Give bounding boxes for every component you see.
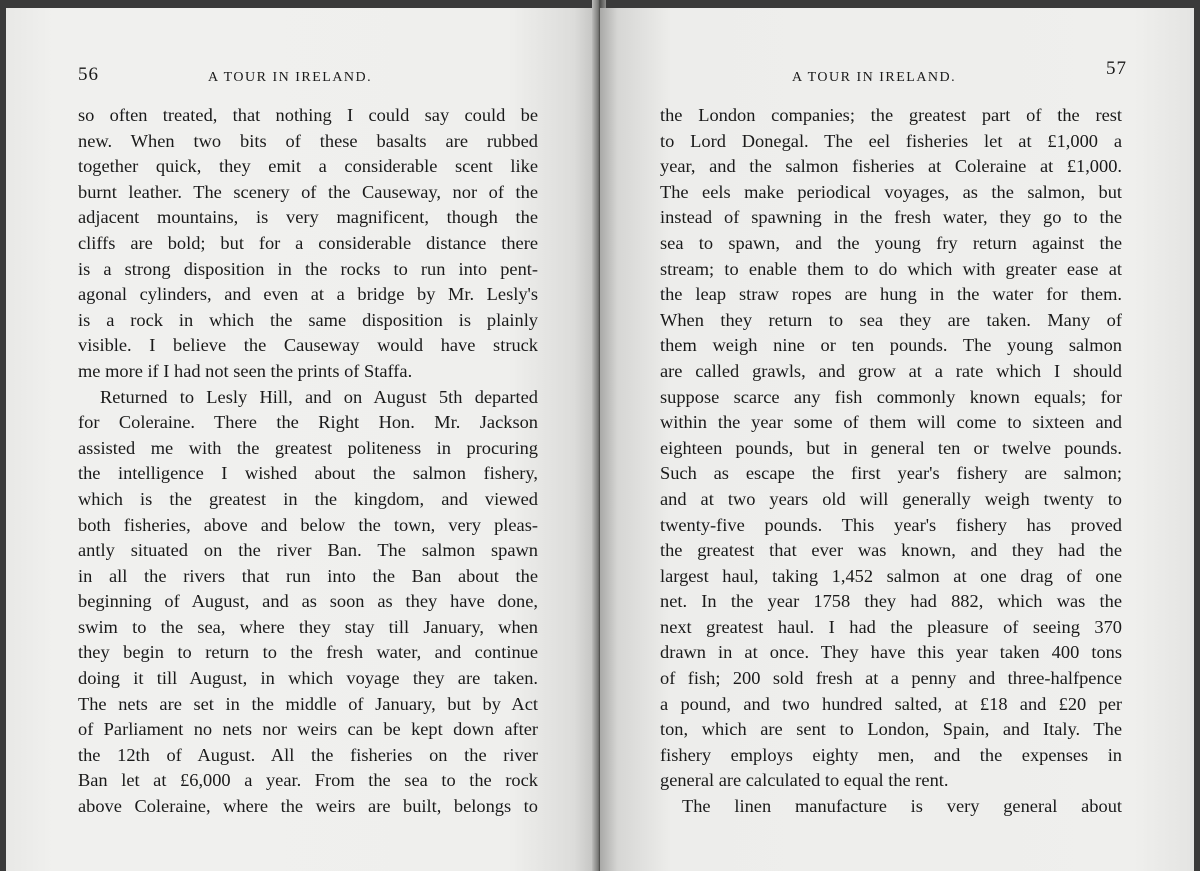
text-line: the intelligence I wished about the salmon fishery, xyxy=(78,463,538,484)
left-page-body xyxy=(78,103,538,820)
running-title: A TOUR IN IRELAND. xyxy=(792,70,957,85)
text-line: When they return to sea they are taken. Many of xyxy=(660,309,1122,330)
text-line: general are calculated to equal the rent. xyxy=(660,770,949,791)
text-line: the 12th of August. All the fisheries on the river xyxy=(78,744,538,765)
text-line: twenty-five pounds. This year's fishery has proved xyxy=(660,514,1122,535)
page-number: 56 xyxy=(78,64,99,85)
text-line: Ban let at £6,000 a year. From the sea to the rock xyxy=(78,770,538,791)
text-line: the greatest that ever was known, and they had the xyxy=(660,540,1122,561)
text-line: year, and the salmon fisheries at Coleraine at £1,000. xyxy=(660,156,1122,177)
text-line: so often treated, that nothing I could say could be xyxy=(78,105,538,125)
text-line: together quick, they emit a considerable scent like xyxy=(78,156,538,177)
text-line: within the year some of them will come to sixteen and xyxy=(660,412,1122,433)
text-line: fishery employs eighty men, and the expenses in xyxy=(660,744,1122,765)
text-line: in all the rivers that run into the Ban about the xyxy=(78,565,538,586)
running-title: A TOUR IN IRELAND. xyxy=(208,70,373,85)
text-line: net. In the year 1758 they had 882, which was the xyxy=(660,591,1122,612)
text-line: swim to the sea, where they stay till January, when xyxy=(78,616,538,637)
text-line: the London companies; the greatest part of the rest xyxy=(660,105,1122,125)
text-line: The linen manufacture is very general about xyxy=(682,796,1122,817)
text-line: agonal cylinders, and even at a bridge by Mr. Lesly's xyxy=(78,284,538,305)
text-line: antly situated on the river Ban. The salmon spawn xyxy=(78,540,538,561)
text-line: them weigh nine or ten pounds. The young salmon xyxy=(660,335,1122,356)
text-line: and at two years old will generally weigh twenty to xyxy=(660,488,1122,509)
page-number: 57 xyxy=(1106,58,1127,79)
text-line: cliffs are bold; but for a considerable distance there xyxy=(78,232,538,253)
text-line: Returned to Lesly Hill, and on August 5th departed xyxy=(100,386,538,407)
text-line: burnt leather. The scenery of the Causeway, nor of the xyxy=(78,181,538,202)
text-line: of fish; 200 sold fresh at a penny and three-halfpence xyxy=(660,668,1122,689)
left-page-header xyxy=(78,64,538,92)
text-line: The eels make periodical voyages, as the salmon, but xyxy=(660,181,1122,202)
text-line: adjacent mountains, is very magnificent, though the xyxy=(78,207,538,228)
text-line: is a strong disposition in the rocks to run into pent- xyxy=(78,258,538,279)
text-line: visible. I believe the Causeway would have struck xyxy=(78,335,538,356)
text-line: me more if I had not seen the prints of Staffa. xyxy=(78,360,413,381)
text-line: to Lord Donegal. The eel fisheries let at £1,000 a xyxy=(660,130,1122,151)
right-page-body xyxy=(660,103,1122,820)
right-page-header xyxy=(662,58,1127,92)
text-line: sea to spawn, and the young fry return against the xyxy=(660,232,1122,253)
text-line: suppose scarce any fish commonly known equals; for xyxy=(660,386,1122,407)
text-line: a pound, and two hundred salted, at £18 and £20 per xyxy=(660,693,1122,714)
right-page xyxy=(600,8,1194,871)
text-line: doing it till August, in which voyage they are taken. xyxy=(78,668,538,689)
text-line: is a rock in which the same disposition is plainly xyxy=(78,309,538,330)
text-line: of Parliament no nets nor weirs can be kept down after xyxy=(78,719,538,740)
text-line: are called grawls, and grow at a rate which I should xyxy=(660,360,1122,381)
left-page xyxy=(6,8,598,871)
text-line: both fisheries, above and below the town, very pleas- xyxy=(78,514,538,535)
text-line: The nets are set in the middle of January, but by Act xyxy=(78,693,538,714)
text-line: for Coleraine. There the Right Hon. Mr. Jackson xyxy=(78,412,538,433)
text-line: the leap straw ropes are hung in the water for them. xyxy=(660,284,1122,305)
text-line: drawn in at once. They have this year taken 400 tons xyxy=(660,642,1122,663)
text-line: above Coleraine, where the weirs are built, belongs to xyxy=(78,796,538,817)
text-line: next greatest haul. I had the pleasure of seeing 370 xyxy=(660,616,1122,637)
text-line: beginning of August, and as soon as they have done, xyxy=(78,591,538,612)
text-line: instead of spawning in the fresh water, they go to the xyxy=(660,207,1122,228)
text-line: eighteen pounds, but in general ten or twelve pounds. xyxy=(660,437,1122,458)
text-line: which is the greatest in the kingdom, and viewed xyxy=(78,488,538,509)
text-line: assisted me with the greatest politeness in procuring xyxy=(78,437,538,458)
text-line: new. When two bits of these basalts are rubbed xyxy=(78,130,538,151)
text-line: largest haul, taking 1,452 salmon at one drag of one xyxy=(660,565,1122,586)
text-line: they begin to return to the fresh water, and continue xyxy=(78,642,538,663)
text-line: Such as escape the first year's fishery are salmon; xyxy=(660,463,1122,484)
text-line: stream; to enable them to do which with greater ease at xyxy=(660,258,1122,279)
text-line: ton, which are sent to London, Spain, and Italy. The xyxy=(660,719,1122,740)
